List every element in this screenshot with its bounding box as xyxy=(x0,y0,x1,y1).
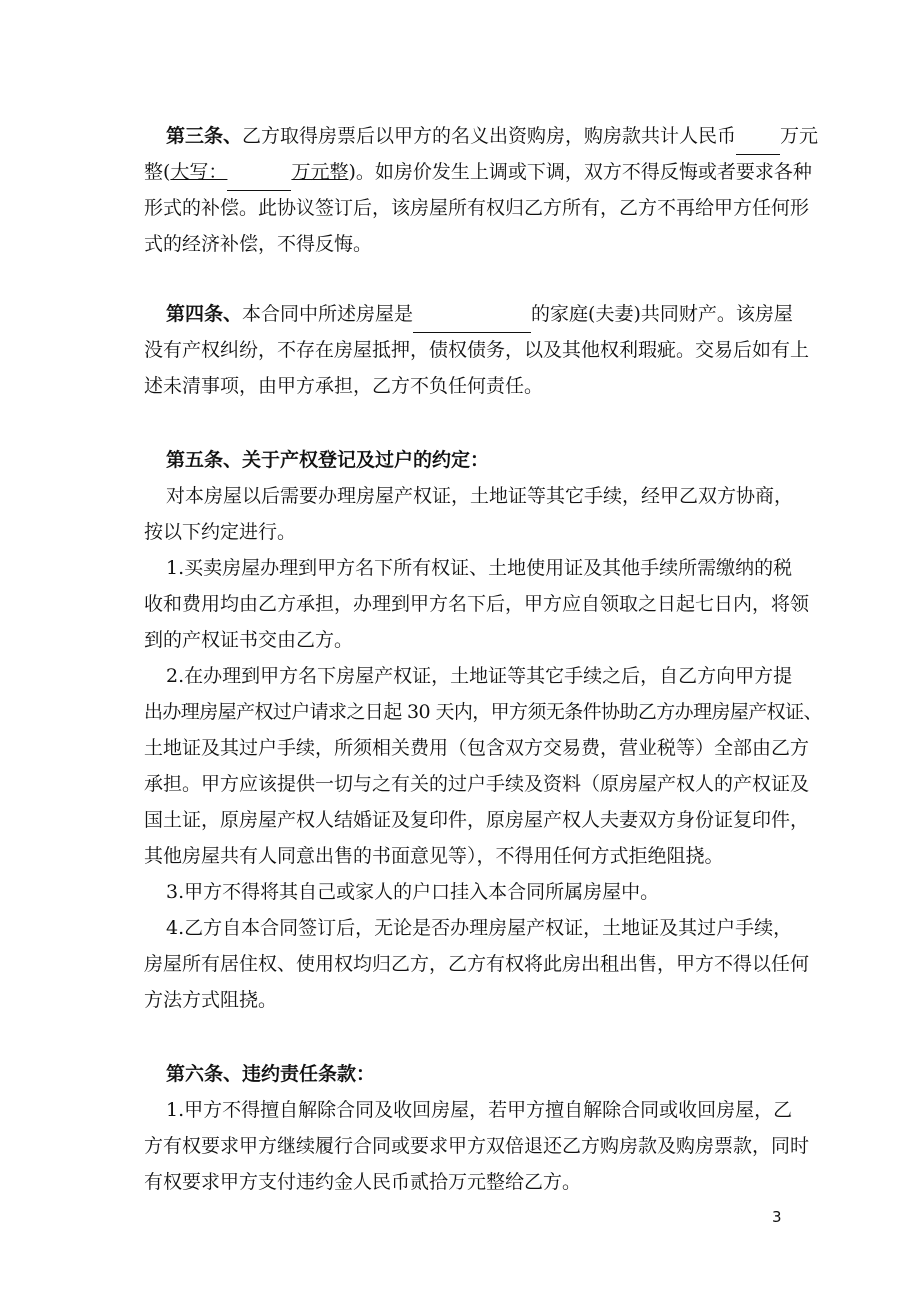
article-5-text: 3.甲方不得将其自己或家人的户口挂入本合同所属房屋中。 xyxy=(166,881,660,903)
article-5-text: 房屋所有居住权、使用权均归乙方，乙方有权将此房出租出售，甲方不得以任何 xyxy=(144,953,810,975)
article-4 xyxy=(166,296,800,332)
article-3-text: 形式的补偿。此协议签订后，该房屋所有权归乙方所有，乙方不再给甲方任何形 xyxy=(144,197,810,219)
article-3-text: 整( xyxy=(144,161,171,183)
article-5-text: 承担。甲方应该提供一切与之有关的过户手续及资料（原房屋产权人的产权证及 xyxy=(144,773,810,795)
article-3-heading: 第三条、 xyxy=(166,125,243,147)
article-5-item-2-cont xyxy=(144,694,822,874)
article-5-heading: 第五条、关于产权登记及过户的约定： xyxy=(166,449,490,471)
article-4-cont xyxy=(144,332,810,404)
article-6-text: 方有权要求甲方继续履行合同或要求甲方双倍退还乙方购房款及购房票款，同时 xyxy=(144,1135,810,1157)
article-3-text: )。如房价发生上调或下调，双方不得反悔或者要求各种 xyxy=(348,161,812,183)
article-5-item-3 xyxy=(166,874,800,946)
article-5-heading-block xyxy=(166,442,800,514)
page-number: 3 xyxy=(772,1208,782,1226)
article-4-text: 本合同中所述房屋是 xyxy=(242,303,414,325)
article-5-text: 对本房屋以后需要办理房屋产权证，土地证等其它手续，经甲乙双方协商， xyxy=(166,485,794,507)
article-5-text: 国土证，原房屋产权人结婚证及复印件，原房屋产权人夫妻双方身份证复印件， xyxy=(144,809,810,831)
article-5-text: 其他房屋共有人同意出售的书面意见等），不得用任何方式拒绝阻挠。 xyxy=(144,845,724,867)
article-5-text: 土地证及其过户手续，所须相关费用（包含双方交易费，营业税等）全部由乙方 xyxy=(144,737,810,759)
owner-blank xyxy=(413,296,531,333)
article-4-text: 没有产权纠纷，不存在房屋抵押，债权债务，以及其他权利瑕疵。交易后如有上 xyxy=(144,339,810,361)
article-5-item-1 xyxy=(166,550,800,586)
amount-words-blank xyxy=(227,154,291,191)
article-5-body xyxy=(144,514,804,550)
article-6 xyxy=(166,1056,800,1128)
article-5-text: 4.乙方自本合同签订后，无论是否办理房屋产权证，土地证及其过户手续， xyxy=(166,917,793,939)
amount-blank xyxy=(736,118,780,155)
article-6-heading: 第六条、违约责任条款： xyxy=(166,1063,376,1085)
article-3-text: 乙方取得房票后以甲方的名义出资购房，购房款共计人民币 xyxy=(242,125,737,147)
article-5-text: 1.买卖房屋办理到甲方名下所有权证、土地使用证及其他手续所需缴纳的税 xyxy=(166,557,793,579)
article-5-item-1-cont xyxy=(144,586,810,658)
article-6-cont xyxy=(144,1128,810,1200)
article-3-text: 式的经济补偿，不得反悔。 xyxy=(144,233,373,255)
article-5-text: 方法方式阻挠。 xyxy=(144,989,278,1011)
article-5-text: 2.在办理到甲方名下房屋产权证，土地证等其它手续之后，自乙方向甲方提 xyxy=(166,665,793,687)
article-4-heading: 第四条、 xyxy=(166,303,243,325)
article-5-text: 出办理房屋产权过户请求之日起 30 天内，甲方须无条件协助乙方办理房屋产权证、 xyxy=(144,701,822,723)
amount-words-label: 大写： xyxy=(170,161,228,183)
article-3-cont xyxy=(144,154,812,262)
amount-words-unit: 万元整 xyxy=(291,161,349,183)
article-4-text: 的家庭(夫妻)共同财产。该房屋 xyxy=(531,303,793,325)
article-6-text: 有权要求甲方支付违约金人民币贰拾万元整给乙方。 xyxy=(144,1171,582,1193)
article-5-text: 到的产权证书交由乙方。 xyxy=(144,629,354,651)
article-5-text: 收和费用均由乙方承担，办理到甲方名下后，甲方应自领取之日起七日内，将领 xyxy=(144,593,810,615)
article-5-item-2 xyxy=(166,658,800,694)
article-4-text: 述未清事项，由甲方承担，乙方不负任何责任。 xyxy=(144,375,544,397)
article-3-text: 万元 xyxy=(780,125,819,147)
article-5-text: 按以下约定进行。 xyxy=(144,521,297,543)
article-6-text: 1.甲方不得擅自解除合同及收回房屋，若甲方擅自解除合同或收回房屋，乙 xyxy=(166,1099,793,1121)
article-5-item-4-cont xyxy=(144,946,810,1018)
